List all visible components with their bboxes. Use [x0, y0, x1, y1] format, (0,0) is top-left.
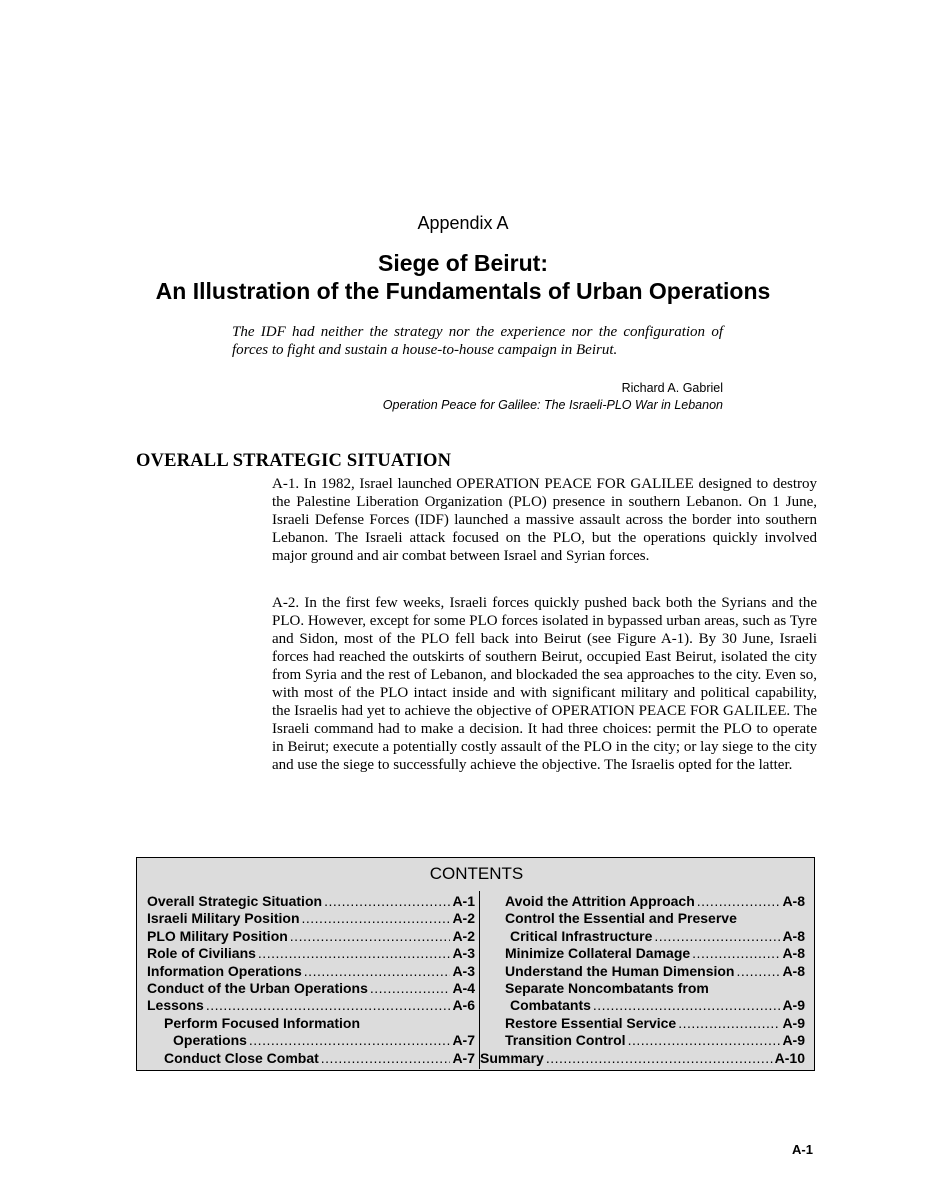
- toc-entry[interactable]: PLO Military Position ..... A-2: [147, 928, 475, 945]
- toc-entry[interactable]: Role of Civilians ..... A-3: [147, 945, 475, 962]
- paragraph-a1: A-1. In 1982, Israel launched OPERATION PEACE FOR GALILEE designed to destroy the Palestine Liberation Organization (PLO) presence in southern Lebanon. On 1 June, Israeli Defense Forces (IDF) launched a massive assault across the border into southern Lebanon. The Israeli attack focused on the PLO, but the operations quickly involved major ground and air combat between Israel and Syrian forces.: [272, 476, 817, 564]
- toc-entry[interactable]: Information Operations ..... A-3: [147, 963, 475, 980]
- page-title-line2: An Illustration of the Fundamentals of Urban Operations: [155, 278, 771, 304]
- epigraph-author: Richard A. Gabriel: [621, 381, 723, 395]
- toc-entry[interactable]: Overall Strategic Situation ..... A-1: [147, 893, 475, 910]
- toc-entry[interactable]: Conduct of the Urban Operations ..... A-4: [147, 980, 475, 997]
- contents-left-column: [147, 893, 475, 1067]
- toc-entry[interactable]: Understand the Human Dimension ..... A-8: [485, 963, 805, 980]
- contents-title: CONTENTS: [429, 864, 524, 883]
- toc-entry[interactable]: Operations ..... A-7: [147, 1032, 475, 1049]
- page-number: A-1: [792, 1142, 813, 1157]
- section-heading: OVERALL STRATEGIC SITUATION: [136, 451, 452, 471]
- paragraph-a2: A-2. In the first few weeks, Israeli forces quickly pushed back both the Syrians and the PLO. However, except for some PLO forces isolated in bypassed urban areas, such as Tyre and Sidon, most of the PLO fell back into Beirut (see Figure A-1). By 30 June, Israeli forces had reached the outskirts of southern Beirut, occupied East Beirut, isolated the city from Syria and the rest of Lebanon, and blockaded the sea approaches to the city. Even so, with most of the PLO intact inside and with significant military and political capability, the Israelis had yet to achieve the objective of OPERATION PEACE FOR GALILEE. The Israeli command had to make a decision. It had three choices: permit the PLO to operate in Beirut; execute a potentially costly assault of the PLO in the city; or lay siege to the city and use the siege to successfully achieve the objective. The Israelis opted for the latter.: [272, 595, 817, 773]
- contents-right-column: [480, 893, 805, 1067]
- appendix-label: Appendix A: [417, 213, 509, 233]
- toc-entry[interactable]: Minimize Collateral Damage ..... A-8: [485, 945, 805, 962]
- toc-entry[interactable]: Transition Control ..... A-9: [485, 1032, 805, 1049]
- toc-entry[interactable]: Combatants ..... A-9: [485, 997, 805, 1014]
- toc-entry[interactable]: Restore Essential Service ..... A-9: [485, 1015, 805, 1032]
- contents-divider: [479, 891, 480, 1069]
- toc-entry[interactable]: Separate Noncombatants from: [505, 979, 709, 996]
- toc-entry[interactable]: Control the Essential and Preserve: [505, 910, 737, 927]
- toc-entry[interactable]: Lessons ..... A-6: [147, 997, 475, 1014]
- page-title-line1: Siege of Beirut:: [378, 250, 548, 276]
- toc-entry[interactable]: Conduct Close Combat ..... A-7: [147, 1050, 475, 1067]
- toc-entry[interactable]: Critical Infrastructure ..... A-8: [485, 928, 805, 945]
- epigraph-source: Operation Peace for Galilee: The Israeli-PLO War in Lebanon: [382, 398, 723, 412]
- toc-entry[interactable]: Israeli Military Position ..... A-2: [147, 910, 475, 927]
- toc-entry[interactable]: Avoid the Attrition Approach ..... A-8: [485, 893, 805, 910]
- contents-box: [136, 857, 815, 1071]
- epigraph-quote: The IDF had neither the strategy nor the experience nor the configuration of forces to fight and sustain a house-to-house campaign in Beirut.: [232, 324, 723, 358]
- toc-entry[interactable]: Perform Focused Information: [164, 1014, 361, 1031]
- toc-entry[interactable]: Summary ..... A-10: [480, 1050, 805, 1067]
